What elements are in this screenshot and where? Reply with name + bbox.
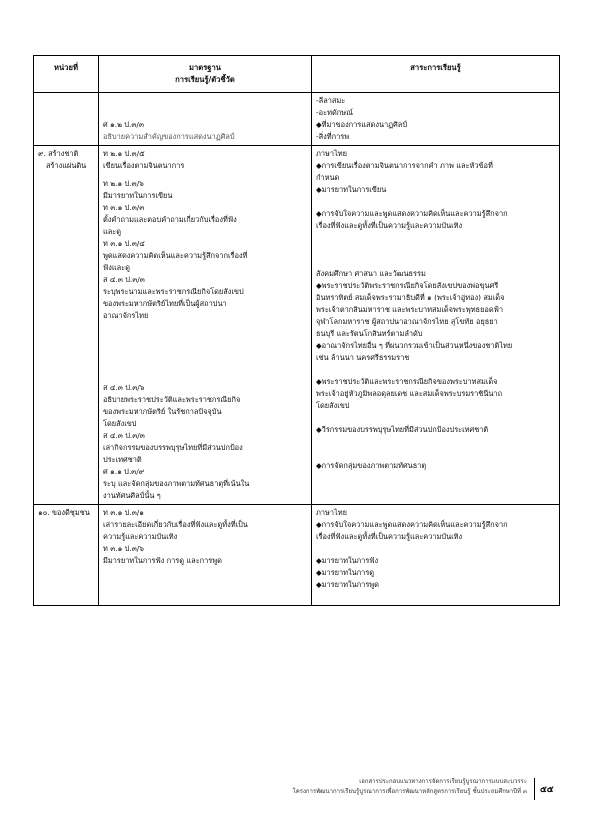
table-row <box>34 146 560 505</box>
curriculum-table <box>33 55 560 606</box>
row-prev-unit <box>34 93 99 146</box>
footer-line-2: โครงการพัฒนาการเรียนรู้บูรณาการเพื่อการพัฒนาหลักสูตรการเรียนรู้ ชั้นประถมศึกษาปีที่ ๓ <box>292 788 527 795</box>
table-header-row <box>34 56 560 93</box>
footer-divider <box>534 778 535 800</box>
header-content: สาระการเรียนรู้ <box>312 56 560 93</box>
row10-content: ภาษาไทย ◆การจับใจความและพูดแสดงความคิดเห็นและความรู้สึกจาก เรื่องที่ฟังและดูทั้งที่เป็นความรู้และความบันเทิง ◆มารยาทในการฟัง ◆มารยาทในการดู ◆มารยาทในการพูด <box>312 505 560 606</box>
footer-text <box>292 777 527 797</box>
header-unit: หน่วยที่ <box>34 56 99 93</box>
row10-unit: ๑๐. ของดีชุมชน <box>34 505 99 606</box>
row-prev-standard: ศ ๑.๒ ป.๓/๓ อธิบายความสำคัญของการแสดงนาฏศิลป์ <box>99 93 312 146</box>
table-row <box>34 505 560 606</box>
page-footer <box>0 774 595 814</box>
row9-unit: ๙. สร้างชาติ สร้างแผ่นดิน <box>34 146 99 505</box>
header-standard: มาตรฐาน การเรียนรู้/ตัวชี้วัด <box>99 56 312 93</box>
row-prev-content: -ลีลาสมะ -อะทดักษณ์ ◆ที่มาของการแสดงนาฏศิลป์ -สิ่งที่การพ <box>312 93 560 146</box>
row9-standard: ท ๒.๑ ป.๓/๕ เขียนเรื่องตามจินตนาการ ท ๒.๑ ป.๓/๖ มีมารยาทในการเขียน ท ๓.๑ ป.๓/๓ ตั้งคำถามและตอบคำถามเกี่ยวกับเรื่องที่ฟัง และดู ท ๓.๑ ป.๓/๔ พูดแสดงความคิดเห็นและความรู้สึกจากเรื่องที่ ฟังและดู ส ๔.๓ ป.๓/๓ ระบุพระนามและพระราชกรณียกิจโดยสังเขป ของพระมหากษัตริย์ไทยที่เป็นผู้สถาปนา อาณาจักรไทย ส ๔.๓ ป.๓/๖ อธิบายพระราชประวัติและพระราชกรณียกิจ ของพระมหากษัตริย์ ในรัชกาลปัจจุบัน โดยสังเขป ส ๔.๓ ป.๓/๓ เล่ากิจกรรมของบรรพบุรุษไทยที่มีส่วนปกป้อง ประเทศชาติ ศ ๑.๑ ป.๓/๙ ระบุ และจัดกลุ่มของภาพตามทัศนธาตุที่เน้นใน งานทัศนศิลป์นั้น ๆ <box>99 146 312 505</box>
row9-content: ภาษาไทย ◆การเขียนเรื่องตามจินตนาการจากคำ ภาพ และหัวข้อที่ กำหนด ◆มารยาทในการเขียน ◆การจับใจความและพูดแสดงความคิดเห็นและความรู้สึกจาก เรื่องที่ฟังและดูทั้งที่เป็นความรู้และความบันเทิง สังคมศึกษา ศาสนา และวัฒนธรรม ◆พระราชประวัติพระราชกรณียกิจโดยสังเขปของพ่อขุนศรี อินทราทิตย์ สมเด็จพระรามาธิบดีที่ ๑ (พระเจ้าอู่ทอง) สมเด็จ พระเจ้าตากสินมหาราช และพระบาทสมเด็จพระพุทธยอดฟ้า จุฬาโลกมหาราช ผู้สถาปนาอาณาจักรไทย สุโขทัย อยุธยา ธนบุรี และรัตนโกสินทร์ตามลำดับ ◆อาณาจักรไทยอื่น ๆ ที่ผนวกรวมเข้าเป็นส่วนหนึ่งของชาติไทย เช่น ล้านนา นครศรีธรรมราช ◆พระราชประวัติและพระราชกรณียกิจของพระบาทสมเด็จ พระเจ้าอยู่หัวภูมิพลอดุลยเดช และสมเด็จพระบรมราชินีนาถ โดยสังเขป ◆วีรกรรมของบรรพบุรุษไทยที่มีส่วนปกป้องประเทศชาติ ◆การจัดกลุ่มของภาพตามทัศนธาตุ <box>312 146 560 505</box>
table-row <box>34 93 560 146</box>
row10-standard: ท ๓.๑ ป.๓/๑ เล่ารายละเอียดเกี่ยวกับเรื่องที่ฟังและดูทั้งที่เป็น ความรู้และความบันเทิง ท ๓.๑ ป.๓/๖ มีมารยาทในการฟัง การดู และการพูด <box>99 505 312 606</box>
page-number: ๕๕ <box>540 785 554 795</box>
footer-line-1: เอกสารประกอบแนวทางการจัดการเรียนรู้บูรณาการแบบสะบวรระ <box>359 778 527 785</box>
